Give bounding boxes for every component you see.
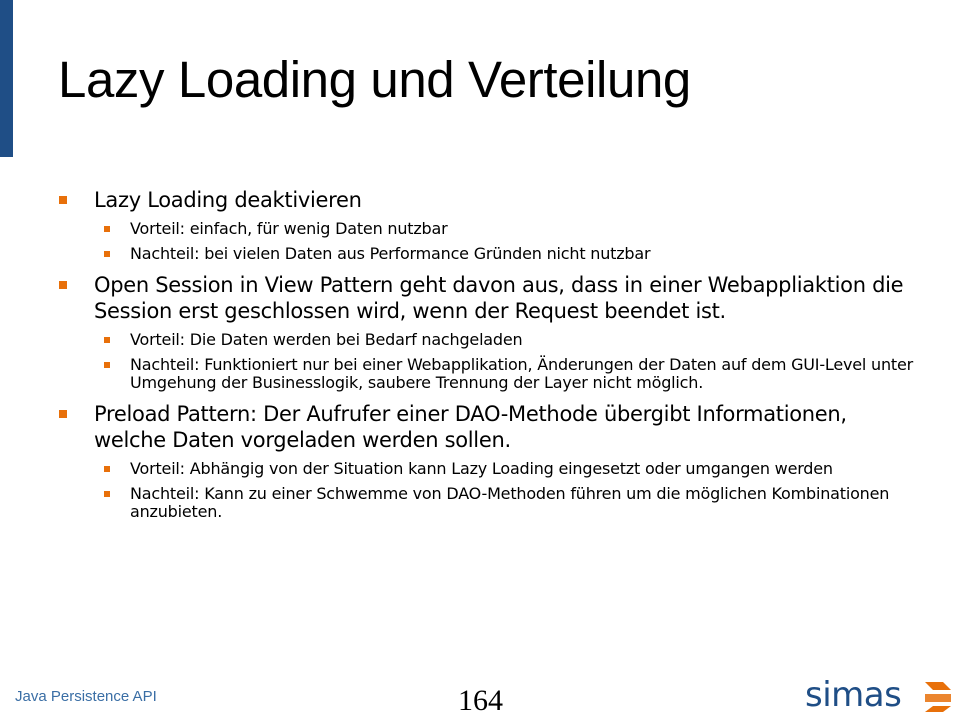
slide-content [58, 187, 918, 521]
square-bullet-icon [104, 226, 110, 232]
bullet-item [58, 401, 918, 521]
bullet-list [58, 187, 918, 521]
bullet-text: Preload Pattern: Der Aufrufer einer DAO-Methode übergibt Informationen, welche Daten vorgeladen werden sollen. [94, 402, 847, 452]
square-bullet-icon [104, 466, 110, 472]
page-number: 164 [458, 684, 503, 717]
square-bullet-icon [104, 491, 110, 497]
simas-logo [805, 675, 953, 715]
bullet-text: Lazy Loading deaktivieren [94, 188, 362, 212]
square-bullet-icon [59, 410, 67, 418]
title-accent-bar [0, 0, 13, 157]
square-bullet-icon [59, 281, 67, 289]
sub-bullet-item [52, 356, 918, 392]
logo-text: simas [805, 675, 902, 715]
bullet-item [58, 272, 918, 392]
sub-bullet-item [52, 331, 918, 349]
bullet-item [58, 187, 918, 263]
sub-bullet-list [94, 220, 918, 263]
sub-bullet-text: Nachteil: bei vielen Daten aus Performance Gründen nicht nutzbar [130, 244, 651, 263]
sub-bullet-text: Vorteil: einfach, für wenig Daten nutzbar [130, 219, 448, 238]
square-bullet-icon [59, 196, 67, 204]
sub-bullet-item [52, 220, 918, 238]
sub-bullet-item [52, 245, 918, 263]
logo-mark-icon [923, 680, 953, 712]
sub-bullet-item [52, 460, 918, 478]
square-bullet-icon [104, 251, 110, 257]
square-bullet-icon [104, 362, 110, 368]
sub-bullet-text: Nachteil: Funktioniert nur bei einer Webapplikation, Änderungen der Daten auf dem GUI-Level unter Umgehung der Businesslogik, saubere Trennung der Layer nicht möglich. [130, 355, 913, 392]
sub-bullet-item [52, 485, 918, 521]
footer-label: Java Persistence API [15, 688, 157, 705]
sub-bullet-text: Nachteil: Kann zu einer Schwemme von DAO-Methoden führen um die möglichen Kombinationen anzubieten. [130, 484, 890, 521]
square-bullet-icon [104, 337, 110, 343]
sub-bullet-list [94, 460, 918, 521]
slide-title: Lazy Loading und Verteilung [58, 51, 691, 108]
sub-bullet-text: Vorteil: Die Daten werden bei Bedarf nachgeladen [130, 330, 523, 349]
sub-bullet-list [94, 331, 918, 392]
sub-bullet-text: Vorteil: Abhängig von der Situation kann Lazy Loading eingesetzt oder umgangen werden [130, 459, 833, 478]
bullet-text: Open Session in View Pattern geht davon aus, dass in einer Webappliaktion die Session erst geschlossen wird, wenn der Request beendet ist. [94, 273, 904, 323]
